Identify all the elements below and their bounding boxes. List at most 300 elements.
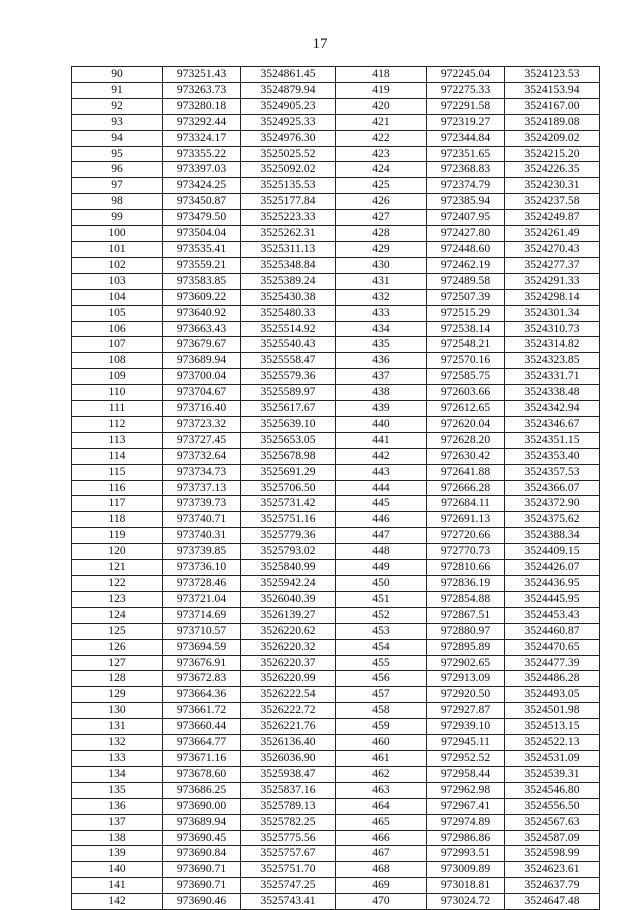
y-coordinate-cell: 3526220.62 <box>241 623 336 639</box>
point-number-cell: 424 <box>336 162 427 178</box>
table-row <box>72 146 600 162</box>
x-coordinate-cell: 973690.46 <box>163 894 241 910</box>
table-row <box>72 432 600 448</box>
point-number-cell: 95 <box>72 146 163 162</box>
point-number-cell: 448 <box>336 544 427 560</box>
point-number-cell: 421 <box>336 114 427 130</box>
y-coordinate-cell: 3524453.43 <box>505 607 600 623</box>
y-coordinate-cell: 3524567.63 <box>505 814 600 830</box>
point-number-cell: 90 <box>72 67 163 83</box>
x-coordinate-cell: 973714.69 <box>163 607 241 623</box>
y-coordinate-cell: 3524539.31 <box>505 766 600 782</box>
table-row <box>72 82 600 98</box>
y-coordinate-cell: 3525389.24 <box>241 273 336 289</box>
point-number-cell: 442 <box>336 448 427 464</box>
point-number-cell: 458 <box>336 703 427 719</box>
table-row <box>72 798 600 814</box>
point-number-cell: 139 <box>72 846 163 862</box>
table-row <box>72 305 600 321</box>
y-coordinate-cell: 3526222.72 <box>241 703 336 719</box>
point-number-cell: 135 <box>72 782 163 798</box>
y-coordinate-cell: 3526222.54 <box>241 687 336 703</box>
x-coordinate-cell: 972620.04 <box>427 416 505 432</box>
x-coordinate-cell: 972585.75 <box>427 369 505 385</box>
point-number-cell: 459 <box>336 719 427 735</box>
table-row <box>72 623 600 639</box>
x-coordinate-cell: 973739.85 <box>163 544 241 560</box>
y-coordinate-cell: 3525589.97 <box>241 385 336 401</box>
x-coordinate-cell: 973424.25 <box>163 178 241 194</box>
y-coordinate-cell: 3524249.87 <box>505 210 600 226</box>
point-number-cell: 137 <box>72 814 163 830</box>
point-number-cell: 117 <box>72 496 163 512</box>
table-row <box>72 178 600 194</box>
x-coordinate-cell: 973559.21 <box>163 257 241 273</box>
y-coordinate-cell: 3525514.92 <box>241 321 336 337</box>
point-number-cell: 97 <box>72 178 163 194</box>
point-number-cell: 419 <box>336 82 427 98</box>
point-number-cell: 140 <box>72 862 163 878</box>
point-number-cell: 432 <box>336 289 427 305</box>
x-coordinate-cell: 972880.97 <box>427 623 505 639</box>
point-number-cell: 125 <box>72 623 163 639</box>
y-coordinate-cell: 3524861.45 <box>241 67 336 83</box>
y-coordinate-cell: 3525025.52 <box>241 146 336 162</box>
y-coordinate-cell: 3525775.56 <box>241 830 336 846</box>
y-coordinate-cell: 3524905.23 <box>241 98 336 114</box>
y-coordinate-cell: 3524598.99 <box>505 846 600 862</box>
table-row <box>72 719 600 735</box>
x-coordinate-cell: 973535.41 <box>163 241 241 257</box>
x-coordinate-cell: 973009.89 <box>427 862 505 878</box>
point-number-cell: 136 <box>72 798 163 814</box>
y-coordinate-cell: 3525311.13 <box>241 241 336 257</box>
x-coordinate-cell: 973690.71 <box>163 878 241 894</box>
x-coordinate-cell: 972945.11 <box>427 735 505 751</box>
point-number-cell: 91 <box>72 82 163 98</box>
point-number-cell: 96 <box>72 162 163 178</box>
x-coordinate-cell: 973024.72 <box>427 894 505 910</box>
point-number-cell: 439 <box>336 401 427 417</box>
table-row <box>72 480 600 496</box>
y-coordinate-cell: 3524372.90 <box>505 496 600 512</box>
x-coordinate-cell: 972854.88 <box>427 591 505 607</box>
point-number-cell: 92 <box>72 98 163 114</box>
y-coordinate-cell: 3524342.94 <box>505 401 600 417</box>
y-coordinate-cell: 3524556.50 <box>505 798 600 814</box>
x-coordinate-cell: 972351.65 <box>427 146 505 162</box>
x-coordinate-cell: 972895.89 <box>427 639 505 655</box>
y-coordinate-cell: 3524470.65 <box>505 639 600 655</box>
table-row <box>72 735 600 751</box>
x-coordinate-cell: 973355.22 <box>163 146 241 162</box>
table-row <box>72 687 600 703</box>
point-number-cell: 453 <box>336 623 427 639</box>
table-row <box>72 591 600 607</box>
point-number-cell: 100 <box>72 226 163 242</box>
x-coordinate-cell: 973609.22 <box>163 289 241 305</box>
x-coordinate-cell: 973661.72 <box>163 703 241 719</box>
y-coordinate-cell: 3524623.61 <box>505 862 600 878</box>
table-row <box>72 639 600 655</box>
y-coordinate-cell: 3525348.84 <box>241 257 336 273</box>
x-coordinate-cell: 972515.29 <box>427 305 505 321</box>
table-row <box>72 560 600 576</box>
table-row <box>72 448 600 464</box>
x-coordinate-cell: 972810.66 <box>427 560 505 576</box>
point-number-cell: 438 <box>336 385 427 401</box>
x-coordinate-cell: 973640.92 <box>163 305 241 321</box>
page-number: 17 <box>312 36 328 52</box>
y-coordinate-cell: 3524189.08 <box>505 114 600 130</box>
x-coordinate-cell: 973723.32 <box>163 416 241 432</box>
table-row <box>72 894 600 910</box>
x-coordinate-cell: 973728.46 <box>163 576 241 592</box>
y-coordinate-cell: 3524357.53 <box>505 464 600 480</box>
point-number-cell: 114 <box>72 448 163 464</box>
point-number-cell: 110 <box>72 385 163 401</box>
x-coordinate-cell: 972275.33 <box>427 82 505 98</box>
y-coordinate-cell: 3524167.00 <box>505 98 600 114</box>
point-number-cell: 422 <box>336 130 427 146</box>
y-coordinate-cell: 3524501.98 <box>505 703 600 719</box>
x-coordinate-cell: 972448.60 <box>427 241 505 257</box>
y-coordinate-cell: 3524587.09 <box>505 830 600 846</box>
point-number-cell: 129 <box>72 687 163 703</box>
point-number-cell: 104 <box>72 289 163 305</box>
x-coordinate-cell: 973737.13 <box>163 480 241 496</box>
point-number-cell: 121 <box>72 560 163 576</box>
x-coordinate-cell: 973689.94 <box>163 353 241 369</box>
table-row <box>72 878 600 894</box>
point-number-cell: 108 <box>72 353 163 369</box>
point-number-cell: 456 <box>336 671 427 687</box>
table-row <box>72 241 600 257</box>
point-number-cell: 437 <box>336 369 427 385</box>
point-number-cell: 462 <box>336 766 427 782</box>
y-coordinate-cell: 3526221.76 <box>241 719 336 735</box>
point-number-cell: 418 <box>336 67 427 83</box>
y-coordinate-cell: 3524310.73 <box>505 321 600 337</box>
x-coordinate-cell: 973263.73 <box>163 82 241 98</box>
point-number-cell: 452 <box>336 607 427 623</box>
table-row <box>72 416 600 432</box>
y-coordinate-cell: 3525782.25 <box>241 814 336 830</box>
y-coordinate-cell: 3524270.43 <box>505 241 600 257</box>
y-coordinate-cell: 3524879.94 <box>241 82 336 98</box>
y-coordinate-cell: 3525177.84 <box>241 194 336 210</box>
point-number-cell: 428 <box>336 226 427 242</box>
x-coordinate-cell: 972291.58 <box>427 98 505 114</box>
point-number-cell: 447 <box>336 528 427 544</box>
point-number-cell: 126 <box>72 639 163 655</box>
point-number-cell: 116 <box>72 480 163 496</box>
point-number-cell: 142 <box>72 894 163 910</box>
y-coordinate-cell: 3526220.32 <box>241 639 336 655</box>
x-coordinate-cell: 973280.18 <box>163 98 241 114</box>
point-number-cell: 455 <box>336 655 427 671</box>
y-coordinate-cell: 3524291.33 <box>505 273 600 289</box>
y-coordinate-cell: 3525731.42 <box>241 496 336 512</box>
x-coordinate-cell: 972641.88 <box>427 464 505 480</box>
y-coordinate-cell: 3525653.05 <box>241 432 336 448</box>
y-coordinate-cell: 3525691.29 <box>241 464 336 480</box>
x-coordinate-cell: 973672.83 <box>163 671 241 687</box>
point-number-cell: 94 <box>72 130 163 146</box>
table-row <box>72 862 600 878</box>
x-coordinate-cell: 973664.36 <box>163 687 241 703</box>
x-coordinate-cell: 973324.17 <box>163 130 241 146</box>
table-row <box>72 401 600 417</box>
table-row <box>72 576 600 592</box>
y-coordinate-cell: 3524338.48 <box>505 385 600 401</box>
point-number-cell: 101 <box>72 241 163 257</box>
point-number-cell: 443 <box>336 464 427 480</box>
point-number-cell: 429 <box>336 241 427 257</box>
x-coordinate-cell: 972770.73 <box>427 544 505 560</box>
table-row <box>72 67 600 83</box>
point-number-cell: 466 <box>336 830 427 846</box>
x-coordinate-cell: 972489.58 <box>427 273 505 289</box>
y-coordinate-cell: 3524237.58 <box>505 194 600 210</box>
x-coordinate-cell: 972913.09 <box>427 671 505 687</box>
y-coordinate-cell: 3525757.67 <box>241 846 336 862</box>
x-coordinate-cell: 973686.25 <box>163 782 241 798</box>
x-coordinate-cell: 972407.95 <box>427 210 505 226</box>
x-coordinate-cell: 973583.85 <box>163 273 241 289</box>
y-coordinate-cell: 3524366.07 <box>505 480 600 496</box>
x-coordinate-cell: 973732.64 <box>163 448 241 464</box>
y-coordinate-cell: 3525639.10 <box>241 416 336 432</box>
x-coordinate-cell: 972986.86 <box>427 830 505 846</box>
y-coordinate-cell: 3526040.39 <box>241 591 336 607</box>
x-coordinate-cell: 972507.39 <box>427 289 505 305</box>
x-coordinate-cell: 972385.94 <box>427 194 505 210</box>
y-coordinate-cell: 3525840.99 <box>241 560 336 576</box>
y-coordinate-cell: 3525617.67 <box>241 401 336 417</box>
y-coordinate-cell: 3525837.16 <box>241 782 336 798</box>
point-number-cell: 107 <box>72 337 163 353</box>
table-row <box>72 750 600 766</box>
table-row <box>72 782 600 798</box>
y-coordinate-cell: 3524331.71 <box>505 369 600 385</box>
x-coordinate-cell: 972684.11 <box>427 496 505 512</box>
point-number-cell: 127 <box>72 655 163 671</box>
table-row <box>72 830 600 846</box>
point-number-cell: 98 <box>72 194 163 210</box>
point-number-cell: 138 <box>72 830 163 846</box>
y-coordinate-cell: 3524486.28 <box>505 671 600 687</box>
x-coordinate-cell: 973663.43 <box>163 321 241 337</box>
y-coordinate-cell: 3525938.47 <box>241 766 336 782</box>
point-number-cell: 423 <box>336 146 427 162</box>
y-coordinate-cell: 3524123.53 <box>505 67 600 83</box>
coordinates-table-body <box>72 67 600 910</box>
point-number-cell: 454 <box>336 639 427 655</box>
y-coordinate-cell: 3525942.24 <box>241 576 336 592</box>
point-number-cell: 468 <box>336 862 427 878</box>
y-coordinate-cell: 3525092.02 <box>241 162 336 178</box>
x-coordinate-cell: 973727.45 <box>163 432 241 448</box>
x-coordinate-cell: 973397.03 <box>163 162 241 178</box>
point-number-cell: 430 <box>336 257 427 273</box>
table-row <box>72 337 600 353</box>
point-number-cell: 105 <box>72 305 163 321</box>
point-number-cell: 130 <box>72 703 163 719</box>
x-coordinate-cell: 972603.66 <box>427 385 505 401</box>
y-coordinate-cell: 3525751.70 <box>241 862 336 878</box>
x-coordinate-cell: 972958.44 <box>427 766 505 782</box>
table-row <box>72 528 600 544</box>
table-row <box>72 162 600 178</box>
x-coordinate-cell: 973721.04 <box>163 591 241 607</box>
x-coordinate-cell: 972319.27 <box>427 114 505 130</box>
point-number-cell: 467 <box>336 846 427 862</box>
x-coordinate-cell: 972974.89 <box>427 814 505 830</box>
point-number-cell: 131 <box>72 719 163 735</box>
x-coordinate-cell: 973251.43 <box>163 67 241 83</box>
x-coordinate-cell: 972836.19 <box>427 576 505 592</box>
x-coordinate-cell: 973664.77 <box>163 735 241 751</box>
table-row <box>72 607 600 623</box>
table-row <box>72 512 600 528</box>
table-row <box>72 114 600 130</box>
table-row <box>72 703 600 719</box>
x-coordinate-cell: 973679.67 <box>163 337 241 353</box>
x-coordinate-cell: 973450.87 <box>163 194 241 210</box>
point-number-cell: 119 <box>72 528 163 544</box>
y-coordinate-cell: 3524351.15 <box>505 432 600 448</box>
point-number-cell: 441 <box>336 432 427 448</box>
y-coordinate-cell: 3524637.79 <box>505 878 600 894</box>
y-coordinate-cell: 3525223.33 <box>241 210 336 226</box>
x-coordinate-cell: 973689.94 <box>163 814 241 830</box>
y-coordinate-cell: 3524388.34 <box>505 528 600 544</box>
table-row <box>72 257 600 273</box>
x-coordinate-cell: 973736.10 <box>163 560 241 576</box>
x-coordinate-cell: 973479.50 <box>163 210 241 226</box>
y-coordinate-cell: 3524314.82 <box>505 337 600 353</box>
point-number-cell: 470 <box>336 894 427 910</box>
y-coordinate-cell: 3524209.02 <box>505 130 600 146</box>
y-coordinate-cell: 3524353.40 <box>505 448 600 464</box>
x-coordinate-cell: 973740.31 <box>163 528 241 544</box>
y-coordinate-cell: 3525678.98 <box>241 448 336 464</box>
point-number-cell: 469 <box>336 878 427 894</box>
point-number-cell: 128 <box>72 671 163 687</box>
y-coordinate-cell: 3524522.13 <box>505 735 600 751</box>
y-coordinate-cell: 3525262.31 <box>241 226 336 242</box>
y-coordinate-cell: 3524436.95 <box>505 576 600 592</box>
x-coordinate-cell: 972691.13 <box>427 512 505 528</box>
x-coordinate-cell: 973700.04 <box>163 369 241 385</box>
x-coordinate-cell: 972548.21 <box>427 337 505 353</box>
point-number-cell: 111 <box>72 401 163 417</box>
point-number-cell: 99 <box>72 210 163 226</box>
x-coordinate-cell: 972939.10 <box>427 719 505 735</box>
point-number-cell: 444 <box>336 480 427 496</box>
point-number-cell: 103 <box>72 273 163 289</box>
x-coordinate-cell: 972962.98 <box>427 782 505 798</box>
y-coordinate-cell: 3524460.87 <box>505 623 600 639</box>
table-row <box>72 353 600 369</box>
x-coordinate-cell: 973504.04 <box>163 226 241 242</box>
x-coordinate-cell: 973716.40 <box>163 401 241 417</box>
table-row <box>72 130 600 146</box>
y-coordinate-cell: 3525789.13 <box>241 798 336 814</box>
y-coordinate-cell: 3524277.37 <box>505 257 600 273</box>
x-coordinate-cell: 973710.57 <box>163 623 241 639</box>
x-coordinate-cell: 973676.91 <box>163 655 241 671</box>
point-number-cell: 446 <box>336 512 427 528</box>
y-coordinate-cell: 3524409.15 <box>505 544 600 560</box>
x-coordinate-cell: 972374.79 <box>427 178 505 194</box>
y-coordinate-cell: 3524323.85 <box>505 353 600 369</box>
point-number-cell: 141 <box>72 878 163 894</box>
table-row <box>72 194 600 210</box>
y-coordinate-cell: 3524215.20 <box>505 146 600 162</box>
table-row <box>72 385 600 401</box>
x-coordinate-cell: 972927.87 <box>427 703 505 719</box>
point-number-cell: 106 <box>72 321 163 337</box>
y-coordinate-cell: 3524346.67 <box>505 416 600 432</box>
x-coordinate-cell: 973690.45 <box>163 830 241 846</box>
point-number-cell: 436 <box>336 353 427 369</box>
x-coordinate-cell: 972628.20 <box>427 432 505 448</box>
y-coordinate-cell: 3524426.07 <box>505 560 600 576</box>
y-coordinate-cell: 3525579.36 <box>241 369 336 385</box>
y-coordinate-cell: 3524477.39 <box>505 655 600 671</box>
point-number-cell: 113 <box>72 432 163 448</box>
point-number-cell: 109 <box>72 369 163 385</box>
point-number-cell: 420 <box>336 98 427 114</box>
point-number-cell: 112 <box>72 416 163 432</box>
x-coordinate-cell: 972427.80 <box>427 226 505 242</box>
y-coordinate-cell: 3524445.95 <box>505 591 600 607</box>
point-number-cell: 434 <box>336 321 427 337</box>
x-coordinate-cell: 973694.59 <box>163 639 241 655</box>
table-row <box>72 671 600 687</box>
x-coordinate-cell: 973690.84 <box>163 846 241 862</box>
table-row <box>72 464 600 480</box>
table-row <box>72 226 600 242</box>
y-coordinate-cell: 3524261.49 <box>505 226 600 242</box>
point-number-cell: 124 <box>72 607 163 623</box>
point-number-cell: 445 <box>336 496 427 512</box>
x-coordinate-cell: 972245.04 <box>427 67 505 83</box>
x-coordinate-cell: 972368.83 <box>427 162 505 178</box>
x-coordinate-cell: 973678.60 <box>163 766 241 782</box>
point-number-cell: 463 <box>336 782 427 798</box>
table-row <box>72 544 600 560</box>
y-coordinate-cell: 3524153.94 <box>505 82 600 98</box>
y-coordinate-cell: 3524513.15 <box>505 719 600 735</box>
x-coordinate-cell: 972967.41 <box>427 798 505 814</box>
x-coordinate-cell: 972902.65 <box>427 655 505 671</box>
point-number-cell: 122 <box>72 576 163 592</box>
y-coordinate-cell: 3525706.50 <box>241 480 336 496</box>
y-coordinate-cell: 3526220.37 <box>241 655 336 671</box>
y-coordinate-cell: 3524298.14 <box>505 289 600 305</box>
x-coordinate-cell: 972462.19 <box>427 257 505 273</box>
point-number-cell: 132 <box>72 735 163 751</box>
x-coordinate-cell: 973690.00 <box>163 798 241 814</box>
x-coordinate-cell: 973739.73 <box>163 496 241 512</box>
x-coordinate-cell: 973660.44 <box>163 719 241 735</box>
point-number-cell: 433 <box>336 305 427 321</box>
point-number-cell: 120 <box>72 544 163 560</box>
table-row <box>72 655 600 671</box>
